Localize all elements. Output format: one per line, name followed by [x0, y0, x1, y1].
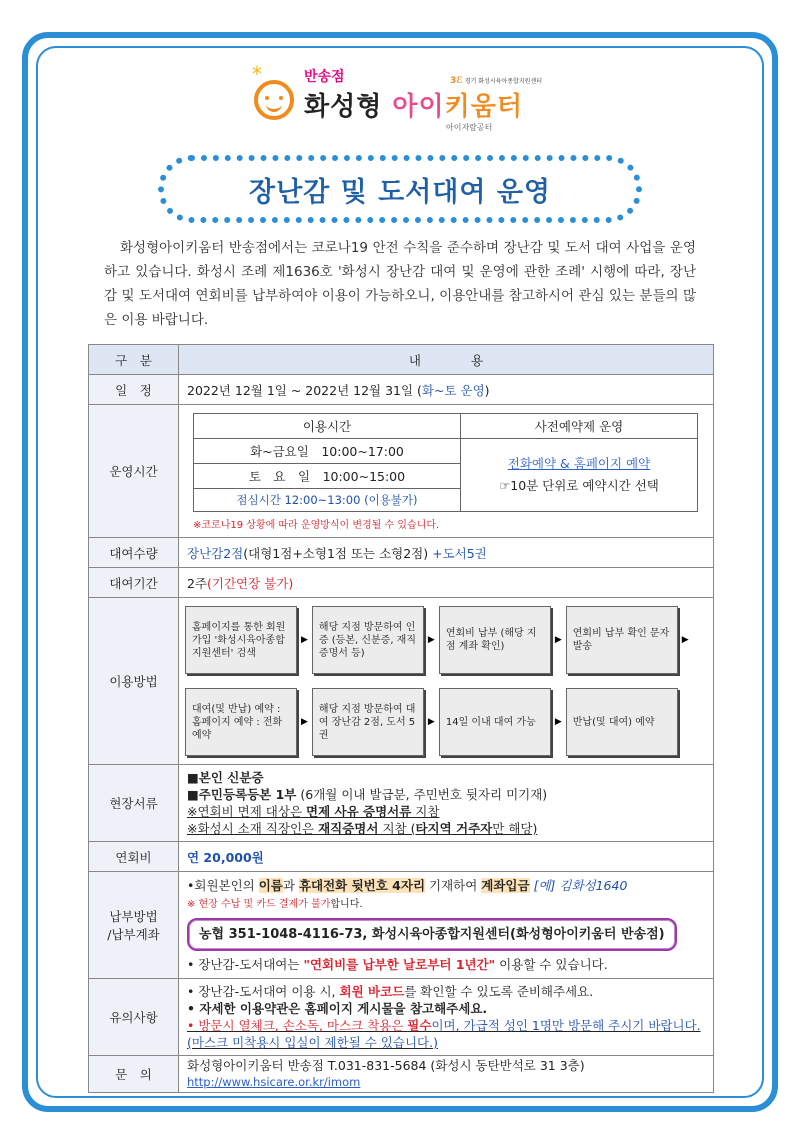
doc-line: ■본인 신분증	[187, 770, 264, 785]
intro-paragraph: 화성형아이키움터 반송점에서는 코로나19 안전 수칙을 준수하며 장난감 및 도서 대여 사업을 운영하고 있습니다. 화성시 조례 제1636호 '화성시 장난감 대여 및 운영에 관한 조례' 시행에 따라, 장난감 및 도서대여 연회비를 납부하여야 이용이 가능하오니, 이용안내를 참고하시어 관심 있는 분들의 많은 이용 바랍니다.	[104, 240, 696, 328]
fee-label: 연회비	[89, 842, 179, 872]
period-label: 대여기간	[89, 568, 179, 598]
logo	[250, 62, 580, 142]
hours-inner-table	[193, 413, 698, 512]
notes-label: 유의사항	[89, 979, 179, 1056]
payment-line: •회원본인의 이름과 휴대전화 뒷번호 4자리 기재하여 계좌입금 [예] 김화성1640	[187, 878, 628, 893]
arrow-right-icon: ▶	[427, 635, 435, 645]
flow-step: 연회비 납부 확인 문자 발송	[566, 606, 678, 674]
contact-row	[89, 1056, 714, 1093]
payment-label: 납부방법 /납부계좌	[89, 872, 179, 979]
documents-value	[179, 765, 714, 842]
header-label: 구 분	[89, 345, 179, 375]
arrow-right-icon: ▶	[554, 635, 562, 645]
info-table	[88, 344, 714, 1093]
note-line: • 장난감-도서대여 이용 시, 회원 바코드를 확인할 수 있도록 준비해주세요.	[187, 984, 594, 999]
schedule-value: 2022년 12월 1일 ~ 2022년 12월 31일 (화~토 운영)	[179, 375, 714, 405]
documents-label: 현장서류	[89, 765, 179, 842]
hours-row	[89, 405, 714, 538]
payment-line: • 장난감-도서대여는 "연회비를 납부한 날로부터 1년간" 이용할 수 있습니다.	[187, 957, 608, 972]
covid-notice: ※코로나19 상황에 따라 운영방식이 변경될 수 있습니다.	[193, 520, 440, 531]
method-value	[179, 598, 714, 765]
note-line: • 방문시 열체크, 손소독, 마스크 착용은 필수이며, 가급적 성인 1명만 방문해 주시기 바랍니다. (마스크 미착용시 입실이 제한될 수 있습니다.)	[187, 1018, 701, 1050]
title-box	[158, 155, 642, 223]
doc-line: ■주민등록등본 1부 (6개월 이내 발급분, 주민번호 뒷자리 미기재)	[187, 787, 548, 802]
hours-lunch: 점심시간 12:00~13:00 (이용불가)	[194, 489, 461, 512]
contact-value	[179, 1056, 714, 1093]
reserve-link[interactable]: 전화예약 & 홈페이지 예약	[507, 456, 651, 471]
schedule-row	[89, 375, 714, 405]
hours-label: 운영시간	[89, 405, 179, 538]
header-content: 내 용	[179, 345, 714, 375]
hours-value	[179, 405, 714, 538]
period-value: 2주(기간연장 불가)	[179, 568, 714, 598]
method-flow-1	[185, 606, 707, 674]
flow-step: 해당 지점 방문하여 인증 (등본, 신분증, 재직증명서 등)	[312, 606, 424, 674]
hours-col-usage: 이용시간	[194, 414, 461, 439]
star-icon: *	[252, 62, 262, 86]
flow-step: 해당 지점 방문하여 대여 장난감 2점, 도서 5권	[312, 688, 424, 756]
logo-branch: 반송점	[304, 69, 345, 85]
fee-value: 연 20,000원	[179, 842, 714, 872]
method-label: 이용방법	[89, 598, 179, 765]
note-line: • 자세한 이용약관은 홈페이지 게시물을 참고해주세요.	[187, 1001, 488, 1016]
documents-row	[89, 765, 714, 842]
schedule-label: 일 정	[89, 375, 179, 405]
fee-row	[89, 842, 714, 872]
notes-value	[179, 979, 714, 1056]
logo-subtext: 아이자람공터	[446, 123, 493, 132]
quantity-label: 대여수량	[89, 538, 179, 568]
payment-value	[179, 872, 714, 979]
reserve-note: ☞10분 단위로 예약시간 선택	[499, 478, 659, 493]
page-title: 장난감 및 도서대여 운영	[248, 176, 552, 208]
smiley-face-icon	[254, 80, 294, 120]
arrow-right-icon: ▶	[681, 635, 689, 645]
payment-line: ※ 현장 수납 및 카드 결제가 불가합니다.	[187, 899, 363, 910]
hours-col-reserve: 사전예약제 운영	[460, 414, 697, 439]
table-header-row	[89, 345, 714, 375]
method-flow-2	[185, 688, 707, 756]
flow-step: 14일 이내 대여 가능	[439, 688, 551, 756]
hours-weekday: 화~금요일 10:00~17:00	[194, 439, 461, 464]
doc-line: ※연회비 면제 대상은 면제 사유 증명서류 지참	[187, 804, 440, 819]
arrow-right-icon: ▶	[427, 717, 435, 727]
period-row	[89, 568, 714, 598]
arrow-right-icon: ▶	[554, 717, 562, 727]
contact-url[interactable]: http://www.hsicare.or.kr/imom	[187, 1075, 361, 1089]
notes-row	[89, 979, 714, 1056]
arrow-right-icon: ▶	[301, 717, 308, 727]
quantity-row	[89, 538, 714, 568]
payment-row	[89, 872, 714, 979]
flow-step: 홈페이지를 통한 회원 가입 '화성시육아종합지원센터' 검색	[185, 606, 297, 674]
logo-main-text: 화성형 아이키움터	[304, 92, 523, 122]
quantity-value: 장난감2점(대형1점+소형1점 또는 소형2점) +도서5권	[179, 538, 714, 568]
doc-line: ※화성시 소재 직장인은 재직증명서 지참 (타지역 거주자만 해당)	[187, 821, 538, 836]
contact-line: 화성형아이키움터 반송점 T.031-831-5684 (화성시 동탄반석로 31 3층)	[187, 1058, 585, 1073]
reserve-cell	[460, 439, 697, 512]
hours-saturday: 토 요 일 10:00~15:00	[194, 464, 461, 489]
flow-step: 반납(및 대여) 예약	[566, 688, 678, 756]
flow-step: 연회비 납부 (해당 지점 계좌 확인)	[439, 606, 551, 674]
arrow-right-icon: ▶	[301, 635, 308, 645]
flow-step: 대여(및 반납) 예약 : 홈페이지 예약 : 전화 예약	[185, 688, 297, 756]
center-logo: 3ℰ 경기 화성시육아종합지원센터	[450, 76, 543, 86]
contact-label: 문 의	[89, 1056, 179, 1093]
bank-account: 농협 351-1048-4116-73, 화성시육아종합지원센터(화성형아이키움터 반송점)	[187, 918, 677, 951]
method-row	[89, 598, 714, 765]
